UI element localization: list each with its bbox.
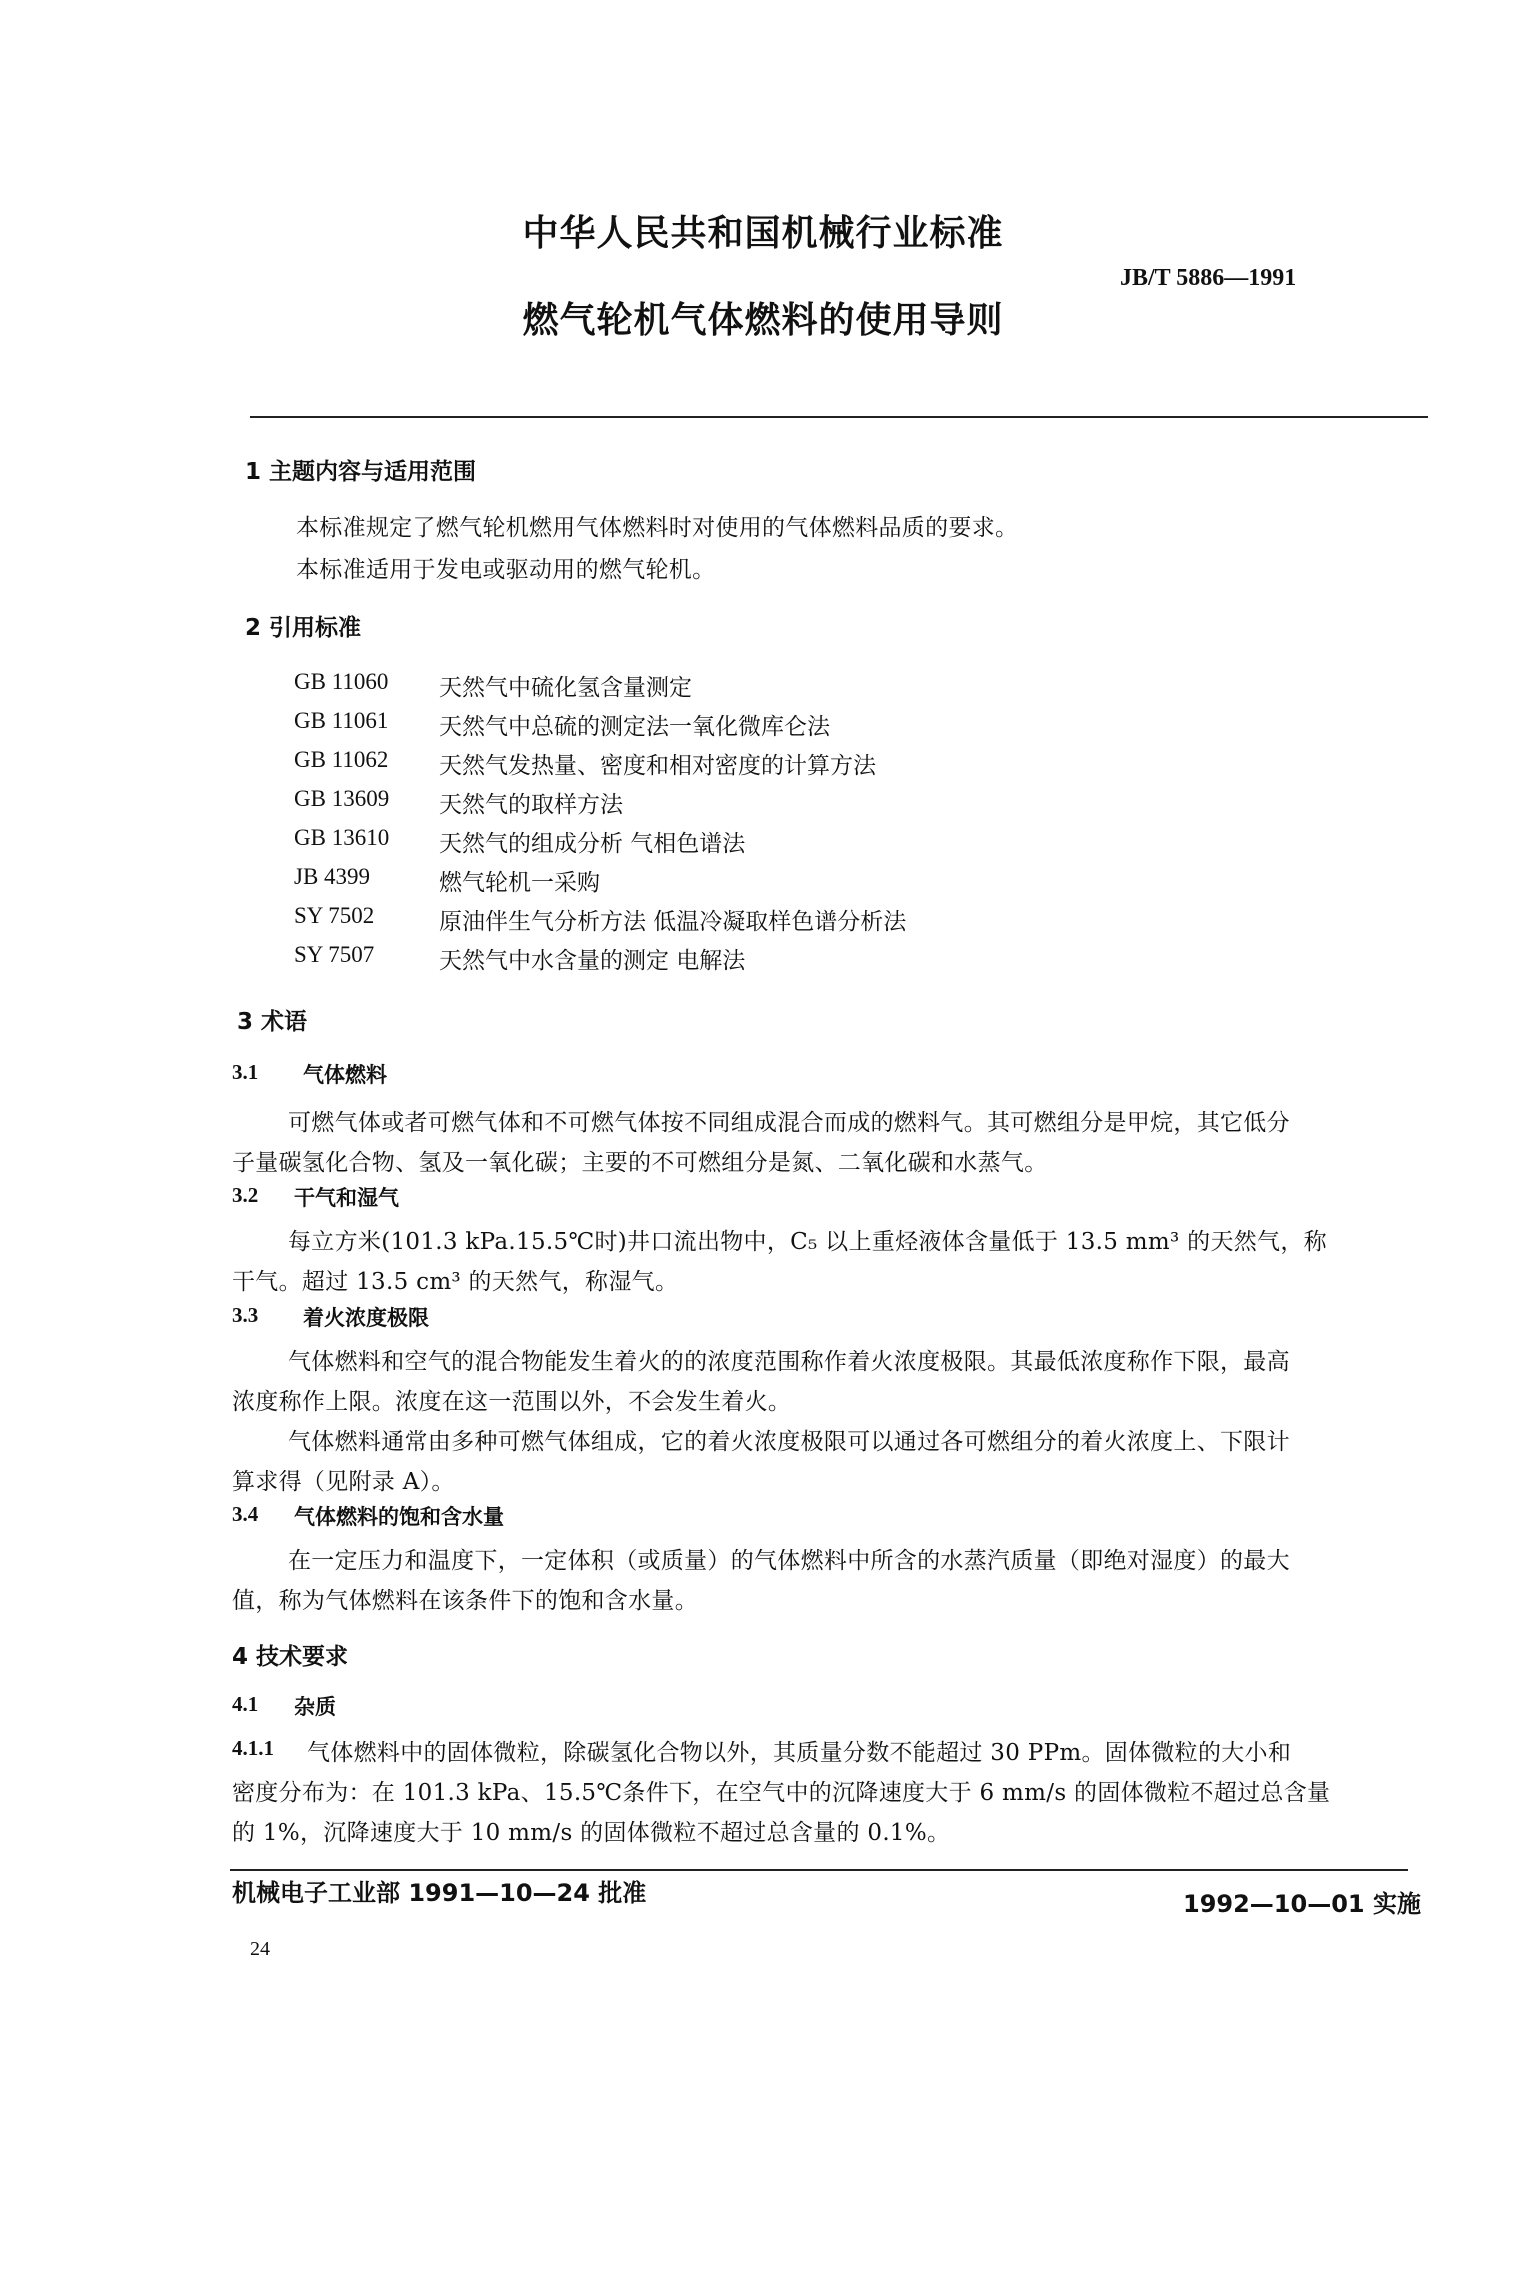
term-3-3-text: 气体燃料通常由多种可燃气体组成，它的着火浓度极限可以通过各可燃组分的着火浓度上、下限计: [288, 1429, 1290, 1455]
subsection-4-1-title: 杂质: [294, 1695, 336, 1719]
clause-4-1-1-text: 的 1%，沉降速度大于 10 mm/s 的固体微粒不超过总含量的 0.1%。: [232, 1820, 951, 1846]
effective-date: 1992—10—01 实施: [1183, 1890, 1421, 1918]
term-3-2-text: 干气。超过 13.5 cm³ 的天然气，称湿气。: [232, 1269, 679, 1295]
section-1-paragraph-2: 本标准适用于发电或驱动用的燃气轮机。: [296, 557, 716, 583]
clause-4-1-1-number: 4.1.1: [232, 1736, 274, 1760]
term-3-2-text: 每立方米(101.3 kPa.15.5℃时)井口流出物中，C₅ 以上重烃液体含量低于 13.5 mm³ 的天然气，称: [288, 1229, 1327, 1255]
term-3-3-text: 浓度称作上限。浓度在这一范围以外，不会发生着火。: [232, 1389, 792, 1415]
header-divider: [250, 416, 1428, 418]
term-3-1-number: 3.1: [232, 1060, 259, 1084]
standard-code: JB/T 5886—1991: [1120, 265, 1297, 291]
reference-code: JB 4399: [294, 864, 371, 889]
term-3-4-title: 气体燃料的饱和含水量: [294, 1505, 504, 1529]
term-3-4-number: 3.4: [232, 1502, 259, 1526]
reference-code: GB 11060: [294, 669, 389, 694]
footer-divider: [230, 1869, 1408, 1871]
reference-title: 天然气的组成分析 气相色谱法: [439, 831, 746, 857]
clause-4-1-1-text: 气体燃料中的固体微粒，除碳氢化合物以外，其质量分数不能超过 30 PPm。固体微粒的大小和: [307, 1740, 1292, 1766]
reference-title: 天然气的取样方法: [439, 792, 623, 818]
section-4-heading: 4 技术要求: [232, 1644, 349, 1670]
page-number: 24: [250, 1938, 270, 1960]
approval-date: 机械电子工业部 1991—10—24 批准: [232, 1879, 647, 1907]
section-1-heading: 1 主题内容与适用范围: [245, 459, 477, 485]
term-3-4-text: 值，称为气体燃料在该条件下的饱和含水量。: [232, 1588, 698, 1614]
section-3-heading: 3 术语: [237, 1009, 308, 1035]
reference-code: SY 7502: [294, 903, 375, 928]
reference-code: GB 13609: [294, 786, 390, 811]
term-3-1-text: 子量碳氢化合物、氢及一氧化碳；主要的不可燃组分是氮、二氧化碳和水蒸气。: [232, 1150, 1048, 1176]
section-2-heading: 2 引用标准: [245, 615, 362, 641]
reference-code: GB 13610: [294, 825, 390, 850]
term-3-1-title: 气体燃料: [303, 1063, 387, 1087]
term-3-3-number: 3.3: [232, 1303, 259, 1327]
reference-title: 燃气轮机一采购: [439, 870, 600, 896]
reference-code: GB 11062: [294, 747, 389, 772]
standard-organization-title: 中华人民共和国机械行业标准: [522, 213, 1004, 254]
section-1-paragraph-1: 本标准规定了燃气轮机燃用气体燃料时对使用的气体燃料品质的要求。: [296, 515, 1019, 541]
term-3-2-title: 干气和湿气: [294, 1186, 399, 1210]
reference-code: GB 11061: [294, 708, 389, 733]
term-3-1-text: 可燃气体或者可燃气体和不可燃气体按不同组成混合而成的燃料气。其可燃组分是甲烷，其它低分: [288, 1110, 1290, 1136]
reference-title: 天然气中硫化氢含量测定: [439, 675, 692, 701]
term-3-3-text: 算求得（见附录 A）。: [232, 1469, 455, 1495]
reference-title: 天然气中总硫的测定法一氧化微库仑法: [439, 714, 830, 740]
reference-title: 天然气发热量、密度和相对密度的计算方法: [439, 753, 876, 779]
term-3-2-number: 3.2: [232, 1183, 259, 1207]
subsection-4-1-number: 4.1: [232, 1692, 259, 1716]
document-title: 燃气轮机气体燃料的使用导则: [522, 300, 1004, 341]
term-3-3-text: 气体燃料和空气的混合物能发生着火的的浓度范围称作着火浓度极限。其最低浓度称作下限，最高: [288, 1349, 1290, 1375]
term-3-4-text: 在一定压力和温度下，一定体积（或质量）的气体燃料中所含的水蒸汽质量（即绝对湿度）的最大: [288, 1548, 1290, 1574]
reference-title: 原油伴生气分析方法 低温冷凝取样色谱分析法: [439, 909, 907, 935]
clause-4-1-1-text: 密度分布为：在 101.3 kPa、15.5℃条件下，在空气中的沉降速度大于 6 mm/s 的固体微粒不超过总含量: [232, 1780, 1331, 1806]
reference-code: SY 7507: [294, 942, 375, 967]
term-3-3-title: 着火浓度极限: [303, 1306, 429, 1330]
reference-title: 天然气中水含量的测定 电解法: [439, 948, 746, 974]
